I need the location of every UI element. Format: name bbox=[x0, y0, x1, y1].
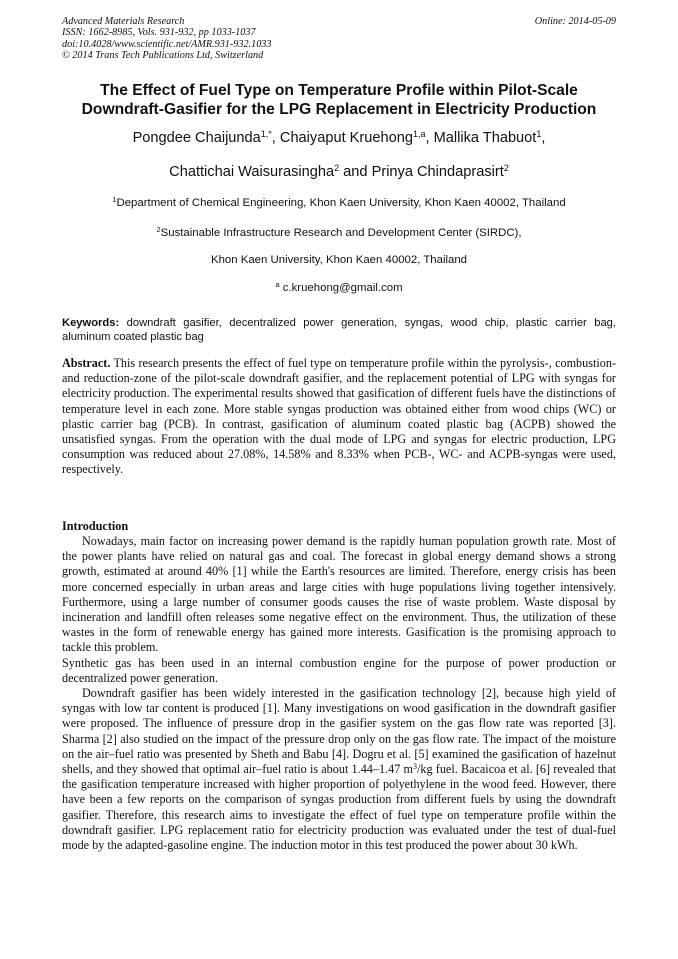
author-name: Prinya Chindaprasirt bbox=[371, 164, 504, 180]
abstract-text: This research presents the effect of fuel type on temperature profile within the pyrolysis-, combustion- and reduction-zone of the pilot-scale downdraft gasifier, and the replacement potential of LPG with syngas for electricity production. The experimental results showed that gasification of different fuels have the distinctions of temperature level in each zone. More stable syngas production was obtained either from wood chips (WC) or plastic carrier bag (PCB). In contrast, gasification of aluminum coated plastic bag (ACPB) showed the unsatisfied syngas. From the operation with the dual mode of LPG and syngas for electric production, LPG consumption was reduced about 27.08%, 14.58% and 8.33% when PCB-, WC- and ACPB-syngas were used, respectively. bbox=[62, 356, 616, 477]
introduction-body bbox=[62, 534, 616, 853]
section-heading-introduction: Introduction bbox=[62, 519, 129, 533]
journal-header bbox=[62, 16, 616, 62]
author-name: Mallika Thabuot bbox=[433, 130, 537, 146]
affiliation-1 bbox=[30, 196, 648, 210]
paragraph: Synthetic gas has been used in an internal combustion engine for the purpose of power production or decentralized power generation. bbox=[62, 655, 616, 685]
email-line bbox=[30, 281, 648, 295]
abstract-label: Abstract. bbox=[62, 356, 111, 370]
journal-name: Advanced Materials Research bbox=[62, 16, 185, 27]
author-sup: 1 bbox=[536, 129, 542, 139]
abstract bbox=[62, 356, 616, 478]
title-line-2: Downdraft-Gasifier for the LPG Replacement in Electricity Production bbox=[81, 101, 597, 118]
issn-line: ISSN: 1662-8985, Vols. 931-932, pp 1033-1037 bbox=[62, 27, 256, 39]
author-sup: 1,* bbox=[260, 129, 272, 139]
title-line-1: The Effect of Fuel Type on Temperature Profile within Pilot-Scale bbox=[100, 82, 578, 99]
author-name: Pongdee Chaijunda bbox=[132, 130, 261, 146]
keywords-text: downdraft gasifier, decentralized power generation, syngas, wood chip, plastic carrier bag, aluminum coated plastic bag bbox=[62, 317, 616, 343]
author-sep: and bbox=[339, 164, 372, 180]
author-sep: , bbox=[425, 130, 434, 146]
affiliation-text: Khon Kaen University, Khon Kaen 40002, Thailand bbox=[210, 254, 468, 266]
keywords-label: Keywords: bbox=[62, 317, 120, 329]
author-sup: 1,a bbox=[412, 129, 426, 139]
authors-line-2 bbox=[30, 163, 648, 181]
online-date: Online: 2014-05-09 bbox=[534, 16, 616, 27]
authors-line-1 bbox=[30, 129, 648, 147]
affiliation-2-line-2 bbox=[30, 253, 648, 267]
author-sep: , bbox=[541, 130, 546, 146]
affiliation-sup: 1 bbox=[112, 195, 117, 204]
paragraph-text: /kg fuel. Bacaicoa et al. [6] revealed that the gasification temperature increased with higher proportion of polyethylene in the wood feed. However, there have been a few reports on the comparison of syngas production from different fuels by using the downdraft gasifier. Therefore, this research aims to investigate the effect of fuel type on temperature profile within the downdraft gasifier. LPG replacement ratio for electricity production was evaluated under the test of dual-fuel mode by the adapted-gasoline engine. The induction motor in this test produced the power about 30 kWh. bbox=[62, 762, 616, 853]
superscript: 3 bbox=[412, 762, 417, 772]
email-sup: a bbox=[275, 280, 280, 289]
author-name: Chaiyaput Kruehong bbox=[279, 130, 413, 146]
author-sep: , bbox=[271, 130, 280, 146]
paragraph bbox=[62, 686, 616, 853]
paragraph: Nowadays, main factor on increasing power demand is the rapidly human population growth rate. Most of the power plants have relied on natural gas and coal. The forecast in global energy demand shows a strong growth, estimated at around 40% [1] while the Earth's resources are limited. Therefore, energy crisis has been more concerned especially in urban areas and large cities with huge populations living together intensively. Furthermore, using a large number of consumer goods causes the rise of waste problem. Waste disposal by incineration and landfill often releases some negative effect on the environment. Thus, the utilization of these wastes in the form of renewable energy has gained more interests. Gasification is the promising approach to tackle this problem. bbox=[62, 534, 616, 655]
affiliation-sup: 2 bbox=[156, 225, 161, 234]
affiliation-2 bbox=[30, 226, 648, 240]
author-sup: 2 bbox=[334, 163, 340, 173]
paper-title bbox=[40, 81, 638, 119]
email-address: c.kruehong@gmail.com bbox=[282, 282, 403, 294]
author-name: Chattichai Waisurasingha bbox=[169, 164, 335, 180]
author-sup: 2 bbox=[503, 163, 509, 173]
paragraph-text: Downdraft gasifier has been widely interested in the gasification technology [2], because high yield of syngas with low tar content is produced [1]. Many investigations on wood gasification in the downdraft gasifier were proposed. The influence of pressure drop in the gasifier system on the gas flow rate was reported [3]. Sharma [2] also studied on the impact of the pressure drop only on the gas flow rate. The impact of the moisture on the air–fuel ratio was presented by Sheth and Babu [4]. Dogru et al. [5] examined the gasification of hazelnut shells, and they showed that optimal air–fuel ratio is about 1.44–1.47 m bbox=[62, 686, 616, 777]
copyright-line: © 2014 Trans Tech Publications Ltd, Switzerland bbox=[62, 50, 264, 62]
doi-line: doi:10.4028/www.scientific.net/AMR.931-932.1033 bbox=[62, 38, 272, 50]
affiliation-text: Department of Chemical Engineering, Khon Kaen University, Khon Kaen 40002, Thailand bbox=[116, 197, 566, 209]
affiliation-text: Sustainable Infrastructure Research and Development Center (SIRDC), bbox=[160, 227, 522, 239]
keywords bbox=[62, 316, 616, 344]
